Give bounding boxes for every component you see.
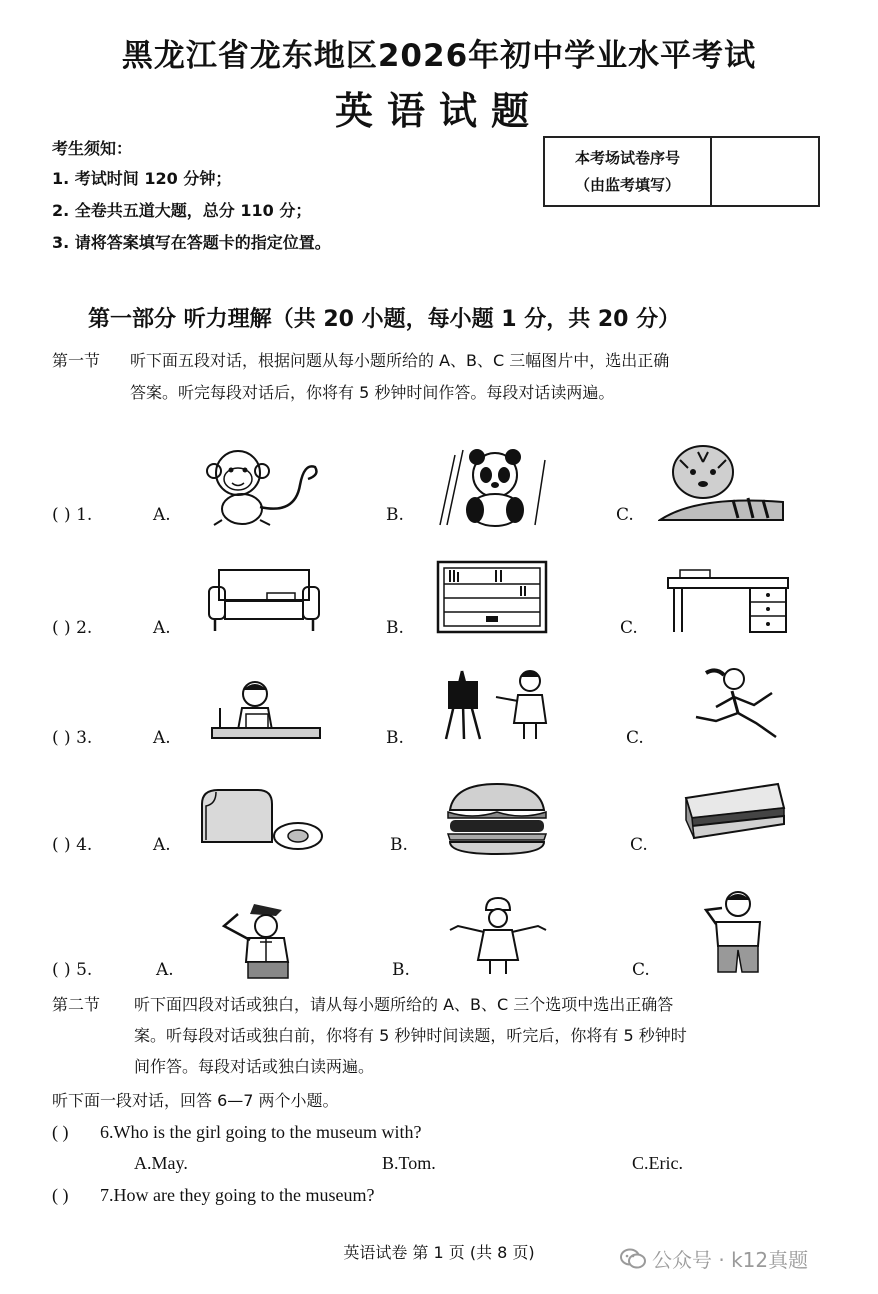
serial-label — [545, 138, 712, 205]
serial-value-field[interactable] — [712, 138, 818, 205]
serial-label-line2: （由监考填写） — [574, 175, 680, 194]
q6-option-c[interactable]: C.Eric. — [632, 1153, 683, 1173]
notice-item: 1. 考试时间 120 分钟； — [52, 169, 232, 188]
running-icon[interactable] — [676, 665, 786, 741]
option-c-label: C. — [616, 505, 634, 525]
section2-instruction-line3: 间作答。每段对话或独白读两遍。 — [134, 1057, 375, 1076]
wechat-icon — [620, 1248, 646, 1270]
watermark-text: 公众号 · k12真题 — [652, 1248, 809, 1272]
subject-title: 英语试题 — [334, 89, 543, 133]
bookshelf-icon[interactable] — [436, 560, 548, 634]
bread-icon[interactable] — [198, 784, 326, 854]
notice-item: 3. 请将答案填写在答题卡的指定位置。 — [52, 233, 331, 252]
option-a-label: A. — [153, 835, 171, 855]
police-icon[interactable] — [204, 902, 308, 980]
question-7-text: 7.How are they going to the museum? — [100, 1185, 375, 1205]
option-b-label: B. — [386, 618, 404, 638]
question-number: ( ) 4. — [52, 835, 93, 855]
tiger-icon[interactable] — [658, 440, 786, 522]
sofa-icon[interactable] — [205, 565, 323, 635]
question-number: ( ) 5. — [52, 960, 93, 980]
sandwich-icon[interactable] — [682, 780, 788, 842]
option-c-label: C. — [632, 960, 650, 980]
section1-instruction-line1: 听下面五段对话，根据问题从每小题所给的 A、B、C 三幅图片中，选出正确 — [130, 351, 670, 370]
part1-title: 第一部分 听力理解（共 20 小题，每小题 1 分，共 20 分） — [88, 307, 681, 332]
section2-label: 第二节 — [52, 995, 101, 1014]
desk-icon[interactable] — [666, 568, 790, 634]
hamburger-icon[interactable] — [444, 780, 550, 856]
option-b-label: B. — [392, 960, 410, 980]
option-a-label: A. — [153, 618, 171, 638]
option-b-label: B. — [386, 728, 404, 748]
notice-item: 2. 全卷共五道大题，总分 110 分； — [52, 201, 312, 220]
option-b-label: B. — [386, 505, 404, 525]
painting-icon[interactable] — [440, 667, 552, 743]
option-c-label: C. — [620, 618, 638, 638]
q6-option-b[interactable]: B.Tom. — [382, 1153, 436, 1173]
q6-option-a[interactable]: A.May. — [134, 1153, 188, 1173]
monkey-icon[interactable] — [200, 445, 325, 527]
singer-icon[interactable] — [694, 888, 786, 974]
question-number: ( ) 2. — [52, 618, 93, 638]
section2-instruction-line1: 听下面四段对话或独白，请从每小题所给的 A、B、C 三个选项中选出正确答 — [134, 995, 674, 1014]
dialog-intro: 听下面一段对话，回答 6—7 两个小题。 — [52, 1091, 339, 1110]
watermark — [620, 1244, 808, 1273]
option-a-label: A. — [153, 728, 171, 748]
question-number: ( ) 1. — [52, 505, 93, 525]
answer-blank[interactable]: ( ) — [52, 1122, 69, 1142]
question-6-text: 6.Who is the girl going to the museum with? — [100, 1122, 422, 1142]
option-c-label: C. — [626, 728, 644, 748]
panda-icon[interactable] — [435, 445, 553, 527]
option-a-label: A. — [153, 505, 171, 525]
section1-instruction-line2: 答案。听完每段对话后，你将有 5 秒钟时间作答。每段对话读两遍。 — [130, 383, 615, 402]
option-c-label: C. — [630, 835, 648, 855]
section2-instruction-line2: 案。听每段对话或独白前，你将有 5 秒钟时间读题，听完后，你将有 5 秒钟时 — [134, 1026, 687, 1045]
cook-icon[interactable] — [446, 896, 550, 976]
serial-number-box — [543, 136, 820, 207]
serial-label-line1: 本考场试卷序号 — [574, 148, 680, 167]
reading-icon[interactable] — [210, 678, 322, 740]
answer-blank[interactable]: ( ) — [52, 1185, 69, 1205]
exam-title: 黑龙江省龙东地区2026年初中学业水平考试 — [121, 38, 757, 74]
option-a-label: A. — [156, 960, 174, 980]
option-b-label: B. — [390, 835, 408, 855]
page-footer: 英语试卷 第 1 页 (共 8 页) — [343, 1243, 535, 1262]
notice-heading: 考生须知： — [52, 139, 133, 158]
section1-label: 第一节 — [52, 351, 101, 370]
question-number: ( ) 3. — [52, 728, 93, 748]
